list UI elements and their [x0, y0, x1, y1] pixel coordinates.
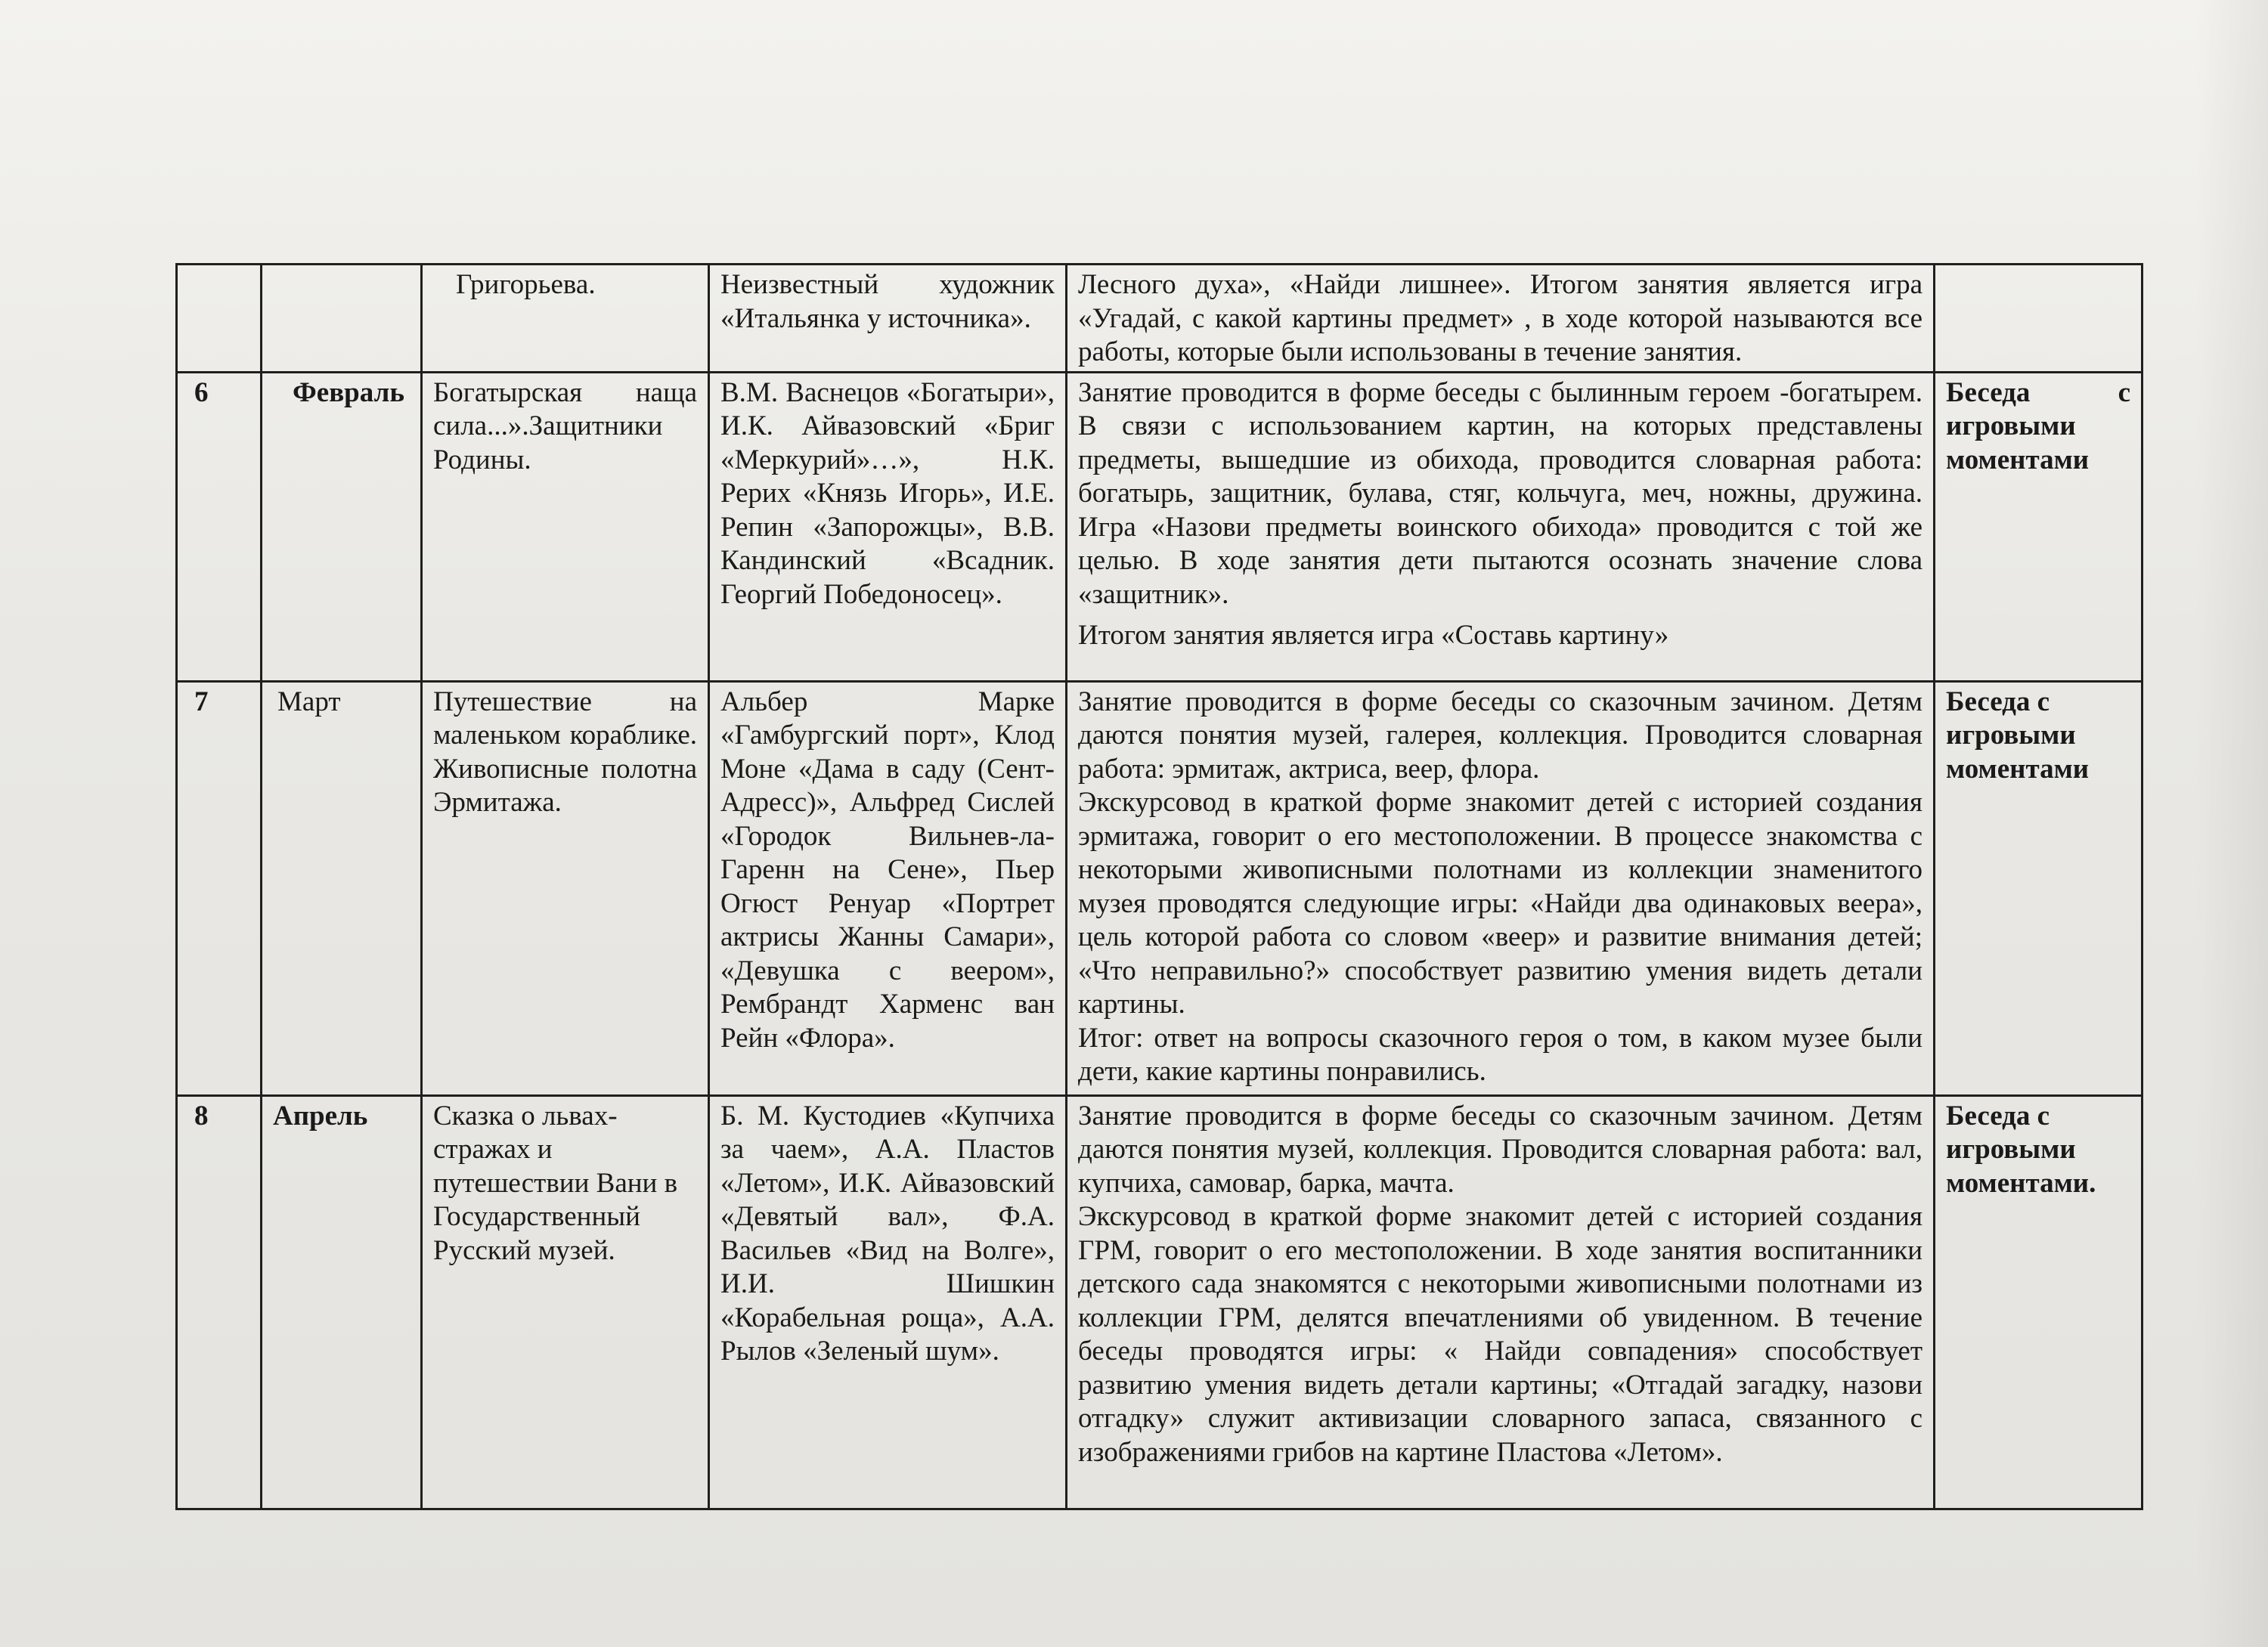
row-topic-cell: Григорьева.: [422, 265, 709, 373]
row-description-cell: [1067, 681, 1935, 1095]
description-paragraph: Занятие проводится в форме беседы со сказочным зачином. Детям даются понятия музей, галерея, коллекция. Проводится словарная работа: эрмитаж, актриса, веер, флора.: [1078, 686, 1923, 785]
description-paragraph: Занятие проводится в форме беседы с былинным героем -богатырем. В связи с использованием картин, на которых представлены предметы, вышедшие из обихода, проводится словарная работа: богатырь, защитник, булава, стяг, кольчуга, меч, ножны, дружина. Игра «Назови предметы воинского обихода» проводится с той же целью. В ходе занятия дети пытаются осознать значение слова «защитник».: [1078, 376, 1923, 610]
row-number-cell: [177, 265, 262, 373]
row-form-cell: [1935, 265, 2143, 373]
description-paragraph: Лесного духа», «Найди лишнее». Итогом занятия является игра «Угадай, с какой картины предмет» , в ходе которой называются все работы, которые были использованы в течение занятия.: [1078, 269, 1923, 367]
paragraph-spacer: [1078, 611, 1923, 619]
row-artworks-cell: Альбер Марке «Гамбургский порт», Клод Моне «Дама в саду (Сент-Адресс)», Альфред Сислей «Городок Вильнев-ла-Гаренн на Сене», Пьер Огюст Ренуар «Портрет актрисы Жанны Самари», «Девушка с веером», Рембрандт Харменс ван Рейн «Флора».: [709, 681, 1067, 1095]
description-paragraph: Итогом занятия является игра «Составь картину»: [1078, 620, 1669, 651]
description-paragraph: Экскурсовод в краткой форме знакомит детей с историей создания эрмитажа, говорит о его местоположении. В процессе знакомства с некоторыми живописными полотнами из коллекции знаменитого музея проводятся следующие игры: «Найди два одинаковых веера», цель которой работа со словом «веер» и развитие внимания детей; «Что неправильно?» способствует развитию умения видеть детали картины.: [1078, 787, 1923, 1020]
table-row-march: [177, 681, 2143, 1095]
row-description-cell: [1067, 372, 1935, 681]
row-number-cell: 7: [177, 681, 262, 1095]
table-row-continuation: [177, 265, 2143, 373]
row-form-cell: Беседа с игровыми моментами: [1935, 681, 2143, 1095]
curriculum-table: [175, 263, 2143, 1510]
row-month-cell: Март: [262, 681, 422, 1095]
row-topic-cell: Богатырская наща сила...».Защитники Родины.: [422, 372, 709, 681]
row-number-cell: 6: [177, 372, 262, 681]
row-form-cell: Беседа с игровыми моментами: [1935, 372, 2143, 681]
table-row-february: [177, 372, 2143, 681]
row-number-cell: 8: [177, 1095, 262, 1509]
row-artworks-cell: В.М. Васнецов «Богатыри», И.К. Айвазовский «Бриг «Меркурий»…», Н.К. Рерих «Князь Игорь», И.Е. Репин «Запорожцы», В.В. Кандинский «Всадник. Георгий Победоносец».: [709, 372, 1067, 681]
row-description-cell: [1067, 265, 1935, 373]
row-topic-cell: Сказка о львах-стражах и путешествии Вани в Государственный Русский музей.: [422, 1095, 709, 1509]
description-paragraph: Экскурсовод в краткой форме знакомит детей с историей создания ГРМ, говорит о его местоположении. В ходе занятия воспитанники детского сада знакомятся с некоторыми живописными полотнами из коллекции ГРМ, делятся впечатлениями об увиденном. В течение беседы проводятся игры: « Найди совпадения» способствует развитию умения видеть детали картины; «Отгадай загадку, назови отгадку» служит активизации словарного запаса, связанного с изображениями грибов на картине Пластова «Летом».: [1078, 1201, 1923, 1468]
row-topic-cell: Путешествие на маленьком кораблике. Живописные полотна Эрмитажа.: [422, 681, 709, 1095]
row-artworks-cell: Б. М. Кустодиев «Купчиха за чаем», А.А. Пластов «Летом», И.К. Айвазовский «Девятый вал», Ф.А. Васильев «Вид на Волге», И.И. Шишкин «Корабельная роща», А.А. Рылов «Зеленый шум».: [709, 1095, 1067, 1509]
row-artworks-cell: Неизвестный художник «Итальянка у источника».: [709, 265, 1067, 373]
row-month-cell: Апрель: [262, 1095, 422, 1509]
description-paragraph: Занятие проводится в форме беседы со сказочным зачином. Детям даются понятия музей, коллекция. Проводится словарная работа: вал, купчиха, самовар, барка, мачта.: [1078, 1100, 1923, 1199]
description-paragraph: Итог: ответ на вопросы сказочного героя о том, в каком музее были дети, какие картины понравились.: [1078, 1022, 1923, 1087]
row-month-cell: [262, 265, 422, 373]
row-description-cell: [1067, 1095, 1935, 1509]
row-form-cell: Беседа с игровыми моментами.: [1935, 1095, 2143, 1509]
row-month-cell: Февраль: [262, 372, 422, 681]
table-row-april: [177, 1095, 2143, 1509]
page-edge-shadow: [2196, 0, 2268, 1647]
